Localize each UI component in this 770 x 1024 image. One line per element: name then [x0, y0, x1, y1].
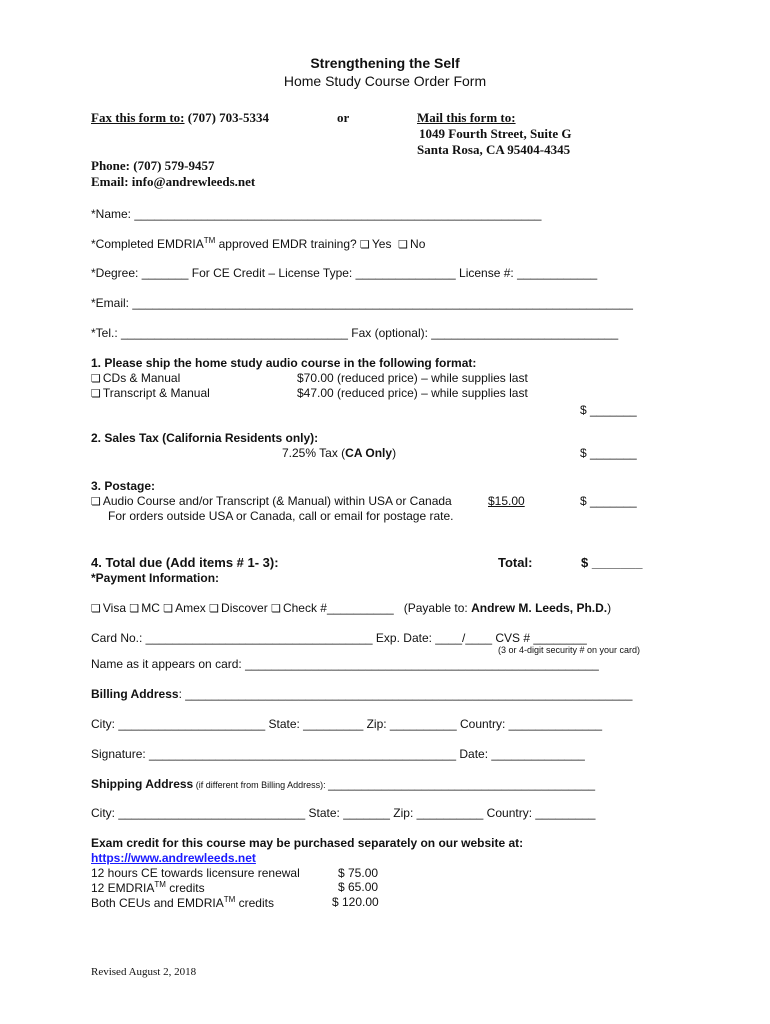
shipping-address-note: (if different from Billing Address):: [193, 780, 329, 790]
mail-label: Mail this form to:: [417, 110, 516, 125]
option-cds-manual[interactable]: [91, 371, 180, 385]
mail-address-line1: 1049 Fourth Street, Suite G: [419, 126, 572, 141]
payment-method-row: [91, 601, 611, 615]
exam-row1-label: 12 hours CE towards licensure renewal: [91, 866, 300, 880]
cvs-note: (3 or 4-digit security # on your card): [498, 645, 641, 655]
or-text: or: [337, 110, 350, 125]
exam-row1-price: $ 75.00: [338, 866, 379, 880]
name-field[interactable]: *Name: _____________________________________________________________: [91, 207, 542, 221]
exam-row3-price: $ 120.00: [332, 895, 379, 909]
checkbox-icon[interactable]: ❏: [209, 602, 220, 615]
mail-address-line2: Santa Rosa, CA 95404-4345: [417, 142, 571, 157]
payable-close: ): [607, 601, 612, 615]
checkbox-icon[interactable]: ❏: [91, 495, 101, 508]
option-cds-label: CDs & Manual: [102, 371, 181, 385]
checkbox-icon[interactable]: ❏: [163, 602, 174, 615]
exam-row2-label: [91, 880, 205, 895]
visa-label: Visa: [102, 601, 127, 615]
shipping-address-label: Shipping Address: [91, 777, 194, 791]
tel-fax-field[interactable]: *Tel.: __________________________________ Fax (optional): ____________________________: [91, 326, 619, 340]
billing-address-field[interactable]: [91, 687, 632, 701]
exam-row3-text-end: credits: [235, 896, 274, 910]
form-title: Strengthening the Self: [310, 55, 460, 71]
trademark-sup: TM: [203, 236, 216, 245]
revised-date: Revised August 2, 2018: [91, 966, 197, 978]
checkbox-icon[interactable]: ❏: [398, 238, 409, 251]
form-subtitle: Home Study Course Order Form: [283, 73, 487, 89]
checkbox-icon[interactable]: ❏: [129, 602, 140, 615]
shipping-address-field[interactable]: [91, 777, 595, 791]
exam-row2-text: 12 EMDRIA: [91, 881, 155, 895]
amex-label: Amex: [175, 601, 206, 615]
option-cds-price: $70.00 (reduced price) – while supplies last: [297, 371, 528, 385]
tax-text: 7.25% Tax (: [282, 446, 346, 460]
website-link[interactable]: https://www.andrewleeds.net: [91, 851, 256, 865]
tax-close: ): [392, 446, 397, 460]
option-transcript-manual[interactable]: [91, 386, 210, 400]
section2-heading: 2. Sales Tax (California Residents only):: [91, 431, 319, 445]
option-transcript-price: $47.00 (reduced price) – while supplies last: [297, 386, 528, 400]
fax-label: Fax this form to:: [91, 110, 185, 125]
yes-label: Yes: [371, 237, 392, 251]
exam-row2-text-end: credits: [165, 881, 205, 895]
emdr-question-rest: approved EMDR training?: [215, 237, 361, 251]
section2-subtotal[interactable]: $ _______: [580, 446, 637, 460]
payment-heading: *Payment Information:: [91, 571, 220, 585]
shipping-address-blank[interactable]: ________________________________________: [328, 777, 596, 791]
exam-row3-text: Both CEUs and EMDRIA: [91, 896, 224, 910]
total-label: Total:: [498, 555, 533, 570]
check-number-field[interactable]: Check #__________: [282, 601, 394, 615]
payable-name: Andrew M. Leeds, Ph.D.: [471, 601, 608, 615]
exam-row3-label: [91, 895, 274, 910]
trademark-sup: TM: [223, 895, 236, 904]
emdr-question-text: *Completed EMDRIA: [91, 237, 204, 251]
fax-number: (707) 703-5334: [187, 110, 270, 125]
email-field[interactable]: *Email: ___________________________________________________________________________: [91, 296, 633, 310]
no-label: No: [410, 237, 426, 251]
option-transcript-label: Transcript & Manual: [102, 386, 210, 400]
tax-ca-only: CA Only: [345, 446, 393, 460]
name-on-card-field[interactable]: Name as it appears on card: _____________________________________________________: [91, 657, 599, 671]
postage-option[interactable]: [91, 494, 452, 508]
postage-option-label: Audio Course and/or Transcript (& Manual) within USA or Canada: [102, 494, 452, 508]
section4-heading: 4. Total due (Add items # 1- 3):: [91, 555, 279, 570]
phone-line: Phone: (707) 579-9457: [91, 158, 215, 173]
exam-credit-heading: Exam credit for this course may be purchased separately on our website at:: [91, 836, 524, 850]
checkbox-icon[interactable]: ❏: [91, 372, 101, 385]
postage-price: $15.00: [488, 494, 525, 508]
fax-line: [91, 110, 269, 126]
billing-city-state-zip-field[interactable]: City: ______________________ State: _________ Zip: __________ Country: ______________: [91, 717, 603, 731]
section3-heading: 3. Postage:: [91, 479, 156, 493]
mc-label: MC: [141, 601, 160, 615]
billing-address-blank[interactable]: : ___________________________________________________________________: [178, 687, 633, 701]
trademark-sup: TM: [154, 880, 166, 889]
sales-tax-line: [282, 446, 396, 460]
card-number-field[interactable]: Card No.: __________________________________ Exp. Date: ____/____ CVS # ________: [91, 631, 587, 645]
total-value[interactable]: $ _______: [581, 555, 643, 570]
section3-subtotal[interactable]: $ _______: [580, 494, 637, 508]
discover-label: Discover: [221, 601, 268, 615]
degree-license-field[interactable]: *Degree: _______ For CE Credit – License Type: _______________ License #: ____________: [91, 266, 598, 280]
checkbox-icon[interactable]: ❏: [91, 387, 101, 400]
section1-heading: 1. Please ship the home study audio course in the following format:: [91, 356, 477, 370]
signature-date-field[interactable]: Signature: ______________________________________________ Date: ______________: [91, 747, 585, 761]
payable-text: (Payable to:: [403, 601, 472, 615]
checkbox-icon[interactable]: ❏: [91, 602, 101, 615]
shipping-city-state-zip-field[interactable]: City: ____________________________ State: _______ Zip: __________ Country: _________: [91, 806, 596, 820]
section1-subtotal[interactable]: $ _______: [580, 403, 637, 417]
postage-note: For orders outside USA or Canada, call or email for postage rate.: [108, 509, 454, 523]
exam-row2-price: $ 65.00: [338, 880, 379, 894]
billing-address-label: Billing Address: [91, 687, 179, 701]
emdr-training-row: [91, 236, 425, 251]
checkbox-icon[interactable]: ❏: [271, 602, 281, 615]
checkbox-icon[interactable]: ❏: [360, 238, 370, 251]
email-line: Email: info@andrewleeds.net: [91, 174, 256, 189]
